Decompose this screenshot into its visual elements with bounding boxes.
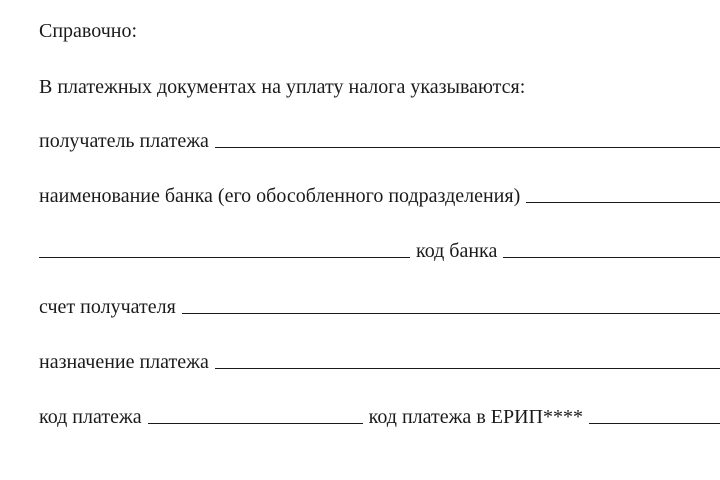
erip-code-blank[interactable]: [589, 423, 720, 424]
recipient-row: [39, 126, 720, 152]
intro-line: [39, 72, 720, 98]
reference-heading-line: [39, 16, 720, 42]
payment-code-row: [39, 402, 720, 428]
purpose-row: [39, 347, 720, 373]
account-label: счет получателя: [39, 296, 176, 318]
purpose-blank[interactable]: [215, 368, 720, 369]
account-blank[interactable]: [182, 313, 720, 314]
reference-heading: Справочно:: [39, 20, 138, 42]
bank-code-blank[interactable]: [503, 257, 720, 258]
account-row: [39, 292, 720, 318]
bank-code-label: код банка: [416, 240, 498, 262]
purpose-label: назначение платежа: [39, 351, 209, 373]
erip-code-label: код платежа в ЕРИП****: [368, 406, 583, 428]
bank-name-label: наименование банка (его обособленного подразделения): [39, 185, 521, 207]
recipient-label: получатель платежа: [39, 130, 209, 152]
bank-name-blank[interactable]: [526, 202, 720, 203]
bank-name-row: [39, 181, 720, 207]
intro-text: В платежных документах на уплату налога указываются:: [39, 76, 526, 98]
bank-name-continuation-blank[interactable]: [39, 257, 410, 258]
payment-code-label: код платежа: [39, 406, 142, 428]
bank-code-row: [39, 236, 720, 262]
payment-code-blank[interactable]: [148, 423, 363, 424]
recipient-blank[interactable]: [215, 147, 720, 148]
